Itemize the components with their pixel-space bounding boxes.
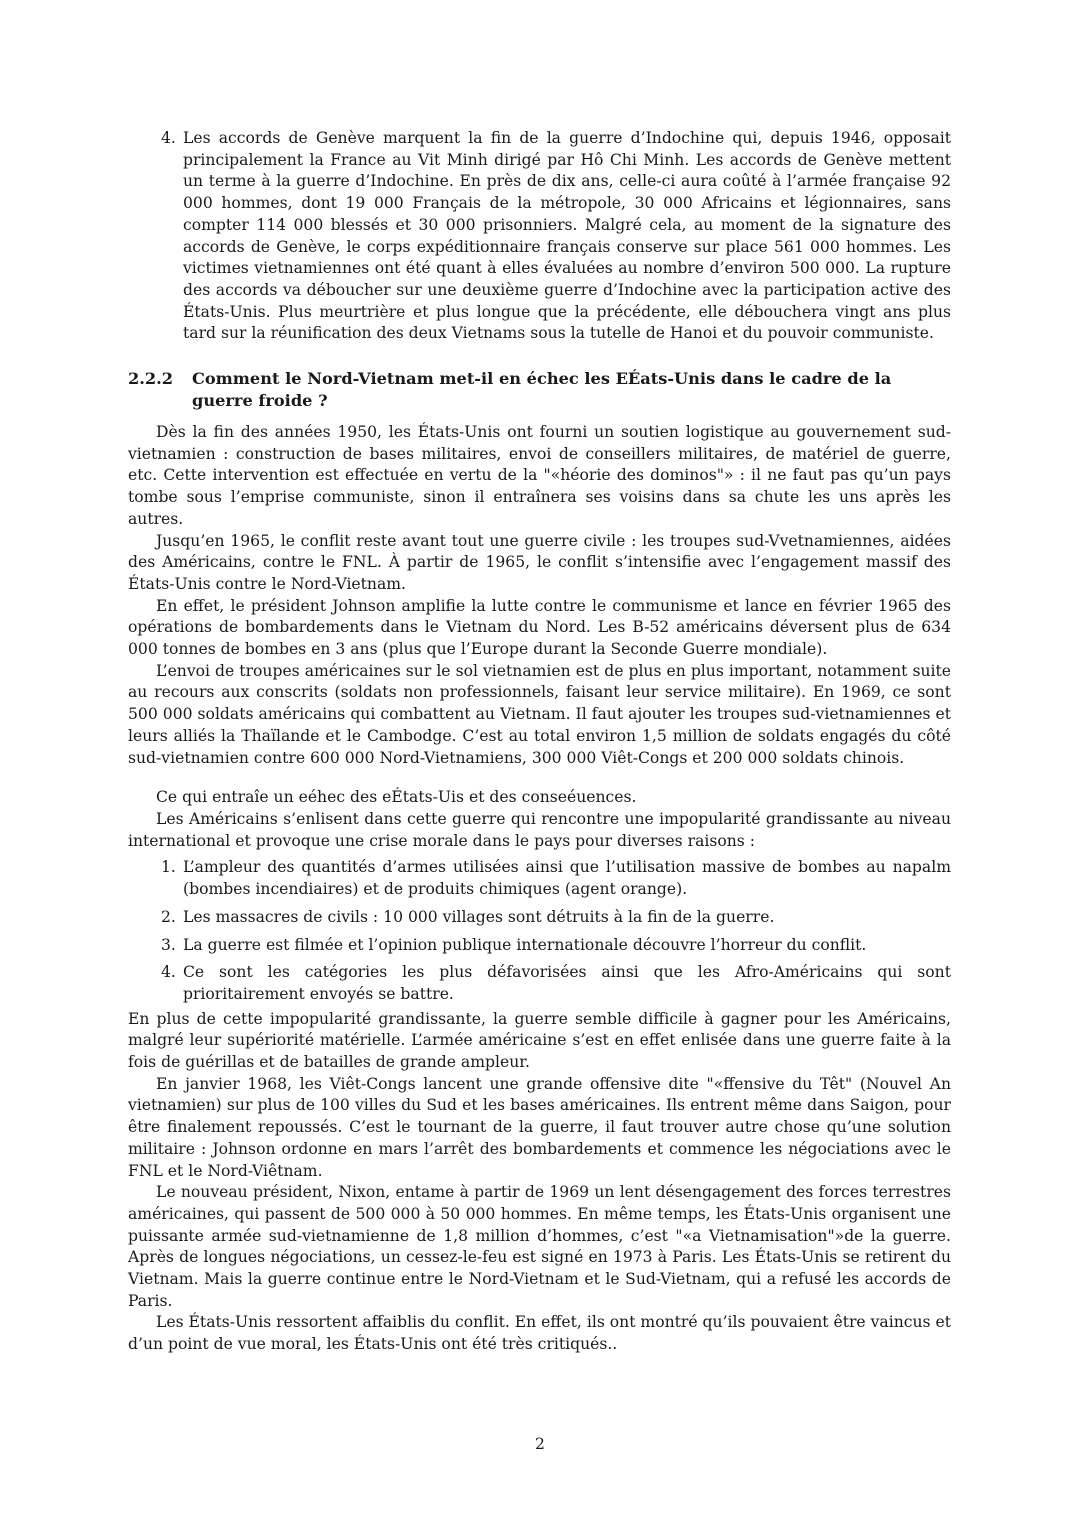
list-item-text: Ce sont les catégories les plus défavorisées ainsi que les Afro-Américains qui sont prioritairement envoyés se battre. <box>183 963 951 1003</box>
paragraph: Le nouveau président, Nixon, entame à partir de 1969 un lent désengagement des forces terrestres américaines, qui passent de 500 000 à 50 000 hommes. En même temps, les États-Unis organisent une puissante armée sud-vietnamienne de 1,8 million d’hommes, c’est "«a Vietnamisation"»de la guerre. Après de longues négociations, un cessez-le-feu est signé en 1973 à Paris. Les États-Unis se retirent du Vietnam. Mais la guerre continue entre le Nord-Vietnam et le Sud-Vietnam, qui a refusé les accords de Paris. <box>128 1183 951 1310</box>
page-number: 2 <box>535 1435 545 1453</box>
list-number: 1. <box>161 858 176 877</box>
paragraph: Les Américains s’enlisent dans cette guerre qui rencontre une impopularité grandissante au niveau international et provoque une crise morale dans le pays pour diverses raisons : <box>128 809 951 850</box>
section-title: Comment le Nord-Vietnam met-il en échec les EÉats-Unis dans le cadre de la guerre froide ? <box>192 369 892 411</box>
list-item <box>161 935 951 957</box>
list-item-text: Les massacres de civils : 10 000 villages sont détruits à la fin de la guerre. <box>183 907 775 926</box>
paragraph: En effet, le président Johnson amplifie la lutte contre le communisme et lance en février 1965 des opérations de bombardements dans le Vietnam du Nord. Les B-52 américains déversent plus de 634 000 tonnes de bombes en 3 ans (plus que l’Europe durant la Seconde Guerre mondiale). <box>128 596 951 659</box>
list-item <box>161 962 951 1005</box>
paragraph: Jusqu’en 1965, le conflit reste avant tout une guerre civile : les troupes sud-Vvetnamiennes, aidées des Américains, contre le FNL. À partir de 1965, le conflit s’intensifie avec l’engagement massif des États-Unis contre le Nord-Vietnam. <box>128 531 951 593</box>
list-item-text: Les accords de Genève marquent la fin de la guerre d’Indochine qui, depuis 1946, opposait principalement la France au Vit Minh dirigé par Hô Chi Minh. Les accords de Genève mettent un terme à la guerre d’Indochine. En près de dix ans, celle-ci aura coûté à l’armée française 92 000 hommes, dont 19 000 Français de la métropole, 30 000 Africains et légionnaires, sans compter 114 000 blessés et 30 000 prisonniers. Malgré cela, au moment de la signature des accords de Genève, le corps expéditionnaire français conserve sur place 561 000 hommes. Les victimes vietnamiennes ont été quant à elles évaluées au nombre d’environ 500 000. La rupture des accords va déboucher sur une deuxième guerre d’Indochine avec la participation active des États-Unis. Plus meurtrière et plus longue que la précédente, elle débouchera vingt ans plus tard sur la réunification des deux Vietnams sous la tutelle de Hanoi et du pouvoir communiste. <box>183 129 951 343</box>
document-page <box>128 128 951 1356</box>
list-number: 4. <box>161 129 176 147</box>
paragraph: En janvier 1968, les Viêt-Congs lancent une grande offensive dite "«ffensive du Têt" (Nouvel An vietnamien) sur plus de 100 villes du Sud et les bases américaines. Ils entrent même dans Saigon, pour être finalement repoussés. C’est le tournant de la guerre, il faut trouver autre chose qu’une solution militaire : Johnson ordonne en mars l’arrêt des bombardements et commence les négociations avec le FNL et le Nord-Viêtnam. <box>128 1074 951 1180</box>
list-item <box>161 857 951 900</box>
paragraph: Ce qui entraîe un eéhec des eÉtats-Uis et des conseéuences. <box>156 788 637 807</box>
list-number: 4. <box>161 963 176 982</box>
list-item-text: La guerre est filmée et l’opinion publique internationale découvre l’horreur du conflit. <box>183 935 867 954</box>
list-item <box>161 907 951 929</box>
paragraph: Les États-Unis ressortent affaiblis du conflit. En effet, ils ont montré qu’ils pouvaient être vaincus et d’un point de vue moral, les États-Unis ont été très critiqués.. <box>128 1313 951 1354</box>
paragraph: Dès la fin des années 1950, les États-Unis ont fourni un soutien logistique au gouvernement sud-vietnamien : construction de bases militaires, envoi de conseillers militaires, de matériel de guerre, etc. Cette intervention est effectuée en vertu de la "«héorie des dominos"» : il ne faut pas qu’un pays tombe sous l’emprise communiste, sinon il entraînera ses voisins dans sa chute les uns après les autres. <box>128 423 951 528</box>
section-number: 2.2.2 <box>128 369 174 389</box>
reasons-list <box>128 857 951 1005</box>
paragraph: En plus de cette impopularité grandissante, la guerre semble difficile à gagner pour les Américains, malgré leur supériorité matérielle. L’armée américaine s’est en effet enlisée dans une guerre faite à la fois de guérillas et de batailles de grande ampleur. <box>128 1009 951 1072</box>
section-heading <box>128 368 951 412</box>
paragraph: L’envoi de troupes américaines sur le sol vietnamien est de plus en plus important, notamment suite au recours aux conscrits (soldats non professionnels, faisant leur service militaire). En 1969, ce sont 500 000 soldats américains qui combattent au Vietnam. Il faut ajouter les troupes sud-vietnamiennes et leurs alliés la Thaïlande et le Cambodge. C’est au total environ 1,5 million de soldats engagés du côté sud-vietnamien contre 600 000 Nord-Vietnamiens, 300 000 Viêt-Congs et 200 000 soldats chinois. <box>128 661 951 767</box>
list-number: 3. <box>161 935 176 954</box>
list-number: 2. <box>161 907 176 926</box>
intro-list-item <box>161 128 951 345</box>
list-item-text: L’ampleur des quantités d’armes utilisées ainsi que l’utilisation massive de bombes au napalm (bombes incendiaires) et de produits chimiques (agent orange). <box>183 858 951 899</box>
